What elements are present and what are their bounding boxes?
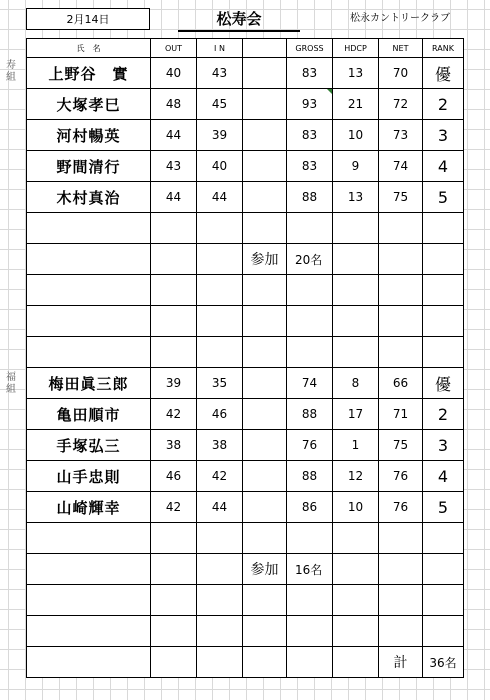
total-label: 計 (379, 647, 423, 678)
in-score: 35 (197, 368, 243, 399)
blank-cell (243, 151, 287, 182)
net-score: 73 (379, 120, 423, 151)
blank-cell (243, 492, 287, 523)
hdcp-value: 17 (333, 399, 379, 430)
empty-row (27, 616, 464, 647)
participation-count: 16名 (287, 554, 333, 585)
participation-row (27, 554, 464, 585)
gross-score: 88 (287, 399, 333, 430)
rank-value: 優 (423, 368, 464, 399)
cell-comment-marker (327, 89, 332, 94)
out-score: 39 (151, 368, 197, 399)
empty-row (27, 585, 464, 616)
table-row (27, 430, 464, 461)
empty-row (27, 337, 464, 368)
hdcp-value: 10 (333, 492, 379, 523)
col-net: NET (379, 39, 423, 58)
player-name: 野間清行 (27, 151, 151, 182)
hdcp-value: 13 (333, 182, 379, 213)
out-score: 48 (151, 89, 197, 120)
player-name: 亀田順市 (27, 399, 151, 430)
player-name: 上野谷 實 (27, 58, 151, 89)
hdcp-value: 1 (333, 430, 379, 461)
player-name: 大塚孝巳 (27, 89, 151, 120)
in-score: 43 (197, 58, 243, 89)
col-hdcp: HDCP (333, 39, 379, 58)
blank-cell (243, 368, 287, 399)
table-row (27, 182, 464, 213)
blank-cell (243, 430, 287, 461)
blank-cell (243, 58, 287, 89)
group-label-fuku: 福組 (6, 372, 16, 395)
empty-row (27, 275, 464, 306)
gross-score: 83 (287, 151, 333, 182)
player-name: 木村真治 (27, 182, 151, 213)
table-row (27, 89, 464, 120)
participation-count: 20名 (287, 244, 333, 275)
col-in: I N (197, 39, 243, 58)
table-row (27, 368, 464, 399)
col-blank (243, 39, 287, 58)
table-row (27, 399, 464, 430)
player-name: 山手忠則 (27, 461, 151, 492)
table-row (27, 492, 464, 523)
in-score: 40 (197, 151, 243, 182)
col-gross: GROSS (287, 39, 333, 58)
blank-cell (243, 182, 287, 213)
player-name: 手塚弘三 (27, 430, 151, 461)
blank-cell (243, 399, 287, 430)
out-score: 40 (151, 58, 197, 89)
net-score: 70 (379, 58, 423, 89)
net-score: 75 (379, 430, 423, 461)
net-score: 76 (379, 461, 423, 492)
empty-row (27, 306, 464, 337)
table-row (27, 151, 464, 182)
player-name: 梅田眞三郎 (27, 368, 151, 399)
gross-score: 83 (287, 120, 333, 151)
participation-label: 参加 (243, 554, 287, 585)
table-row (27, 461, 464, 492)
out-score: 46 (151, 461, 197, 492)
results-table (26, 38, 464, 678)
net-score: 74 (379, 151, 423, 182)
table-row (27, 58, 464, 89)
col-out: OUT (151, 39, 197, 58)
group-label-kotobuki: 寿組 (6, 60, 16, 83)
participation-label: 参加 (243, 244, 287, 275)
event-title: 松寿会 (178, 8, 300, 32)
rank-value: 4 (423, 151, 464, 182)
player-name: 河村暢英 (27, 120, 151, 151)
blank-cell (243, 89, 287, 120)
in-score: 42 (197, 461, 243, 492)
out-score: 43 (151, 151, 197, 182)
out-score: 42 (151, 492, 197, 523)
hdcp-value: 12 (333, 461, 379, 492)
player-name: 山崎輝幸 (27, 492, 151, 523)
gross-score: 76 (287, 430, 333, 461)
in-score: 44 (197, 492, 243, 523)
out-score: 44 (151, 182, 197, 213)
gross-score: 83 (287, 58, 333, 89)
col-name: 氏 名 (27, 39, 151, 58)
empty-row (27, 213, 464, 244)
net-score: 72 (379, 89, 423, 120)
participation-row (27, 244, 464, 275)
table-row (27, 120, 464, 151)
gross-score: 88 (287, 461, 333, 492)
rank-value: 2 (423, 399, 464, 430)
gross-score: 88 (287, 182, 333, 213)
net-score: 66 (379, 368, 423, 399)
in-score: 39 (197, 120, 243, 151)
in-score: 46 (197, 399, 243, 430)
hdcp-value: 13 (333, 58, 379, 89)
out-score: 42 (151, 399, 197, 430)
rank-value: 優 (423, 58, 464, 89)
in-score: 44 (197, 182, 243, 213)
club-name: 松永カントリークラブ (350, 13, 450, 24)
net-score: 71 (379, 399, 423, 430)
hdcp-value: 10 (333, 120, 379, 151)
in-score: 38 (197, 430, 243, 461)
hdcp-value: 9 (333, 151, 379, 182)
net-score: 75 (379, 182, 423, 213)
gross-score: 86 (287, 492, 333, 523)
col-rank: RANK (423, 39, 464, 58)
rank-value: 3 (423, 430, 464, 461)
gross-value: 93 (301, 97, 318, 111)
rank-value: 3 (423, 120, 464, 151)
rank-value: 5 (423, 182, 464, 213)
out-score: 38 (151, 430, 197, 461)
rank-value: 4 (423, 461, 464, 492)
rank-value: 5 (423, 492, 464, 523)
blank-cell (243, 461, 287, 492)
gross-score: 74 (287, 368, 333, 399)
date-cell: 2月14日 (26, 8, 150, 30)
gross-score (287, 89, 333, 120)
out-score: 44 (151, 120, 197, 151)
hdcp-value: 8 (333, 368, 379, 399)
empty-row (27, 523, 464, 554)
header-row (27, 39, 464, 58)
blank-cell (243, 120, 287, 151)
in-score: 45 (197, 89, 243, 120)
total-count: 36名 (423, 647, 464, 678)
rank-value: 2 (423, 89, 464, 120)
hdcp-value: 21 (333, 89, 379, 120)
net-score: 76 (379, 492, 423, 523)
total-row (27, 647, 464, 678)
